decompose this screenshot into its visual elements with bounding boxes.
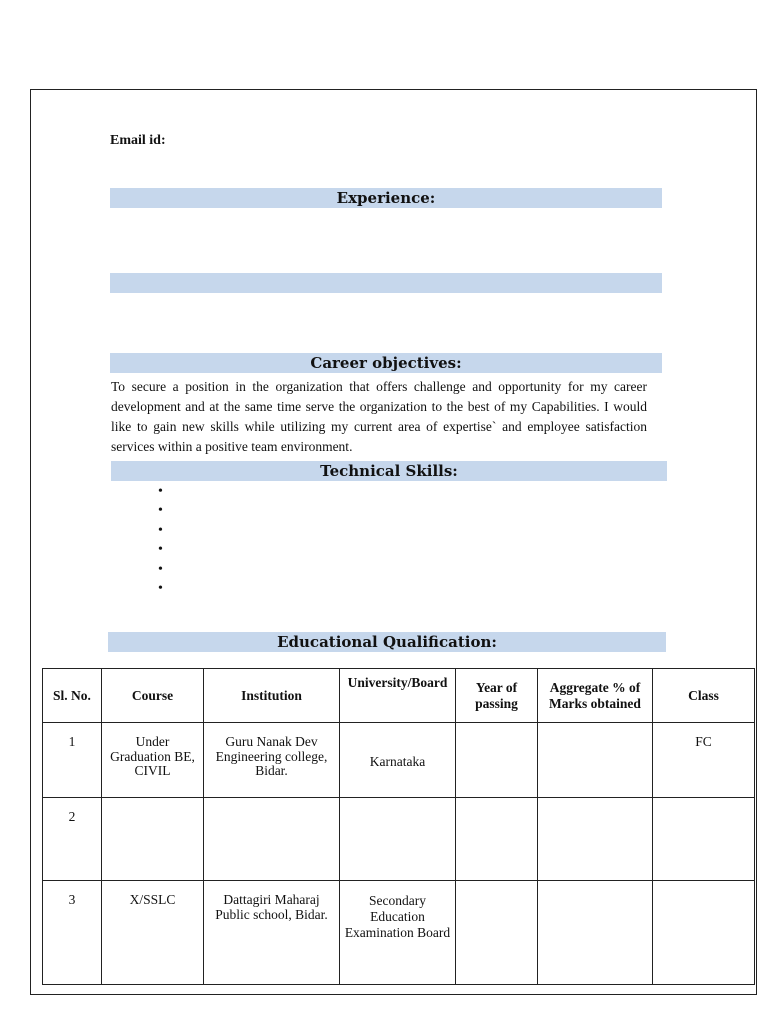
cell-institution: Dattagiri Maharaj Public school, Bidar. — [204, 881, 340, 985]
cell-course — [102, 798, 204, 881]
cell-aggregate — [538, 798, 653, 881]
cell-class: FC — [653, 723, 755, 798]
cell-sl-no: 2 — [43, 798, 102, 881]
email-label: Email id: — [110, 133, 166, 148]
cell-board — [340, 723, 456, 798]
education-table — [42, 668, 755, 985]
cell-sl-no: 1 — [43, 723, 102, 798]
table-row — [43, 798, 755, 881]
cell-year — [456, 881, 538, 985]
header-institution: Institution — [204, 669, 340, 723]
skill-item — [158, 482, 163, 501]
cell-year — [456, 723, 538, 798]
cell-year — [456, 798, 538, 881]
blank-section-bar — [110, 273, 662, 293]
skill-item — [158, 579, 163, 598]
skill-item — [158, 521, 163, 540]
cell-course: X/SSLC — [102, 881, 204, 985]
header-university-board: University/Board — [340, 669, 456, 723]
career-objective-text: To secure a position in the organization that offers challenge and opportunity for my career development and at the same time serve the organization to the best of my Capabilities. I would like to gain new skills while utilizing my current area of expertise` and employee satisfaction services within a positive team environment. — [111, 379, 647, 454]
cell-class — [653, 881, 755, 985]
cell-board: Secondary Education Examination Board — [340, 881, 456, 985]
table-row — [43, 881, 755, 985]
skill-item — [158, 560, 163, 579]
table-header-row — [43, 669, 755, 723]
cell-board — [340, 798, 456, 881]
cell-institution: Guru Nanak Dev Engineering college, Bidar. — [204, 723, 340, 798]
technical-skills-heading: Technical Skills: — [111, 461, 667, 481]
header-year-of-passing: Year of passing — [456, 669, 538, 723]
cell-board-text: Karnataka — [369, 754, 426, 769]
cell-sl-no: 3 — [43, 881, 102, 985]
header-sl-no: Sl. No. — [43, 669, 102, 723]
skill-item — [158, 540, 163, 559]
table-row — [43, 723, 755, 798]
skill-item — [158, 501, 163, 520]
cell-class — [653, 798, 755, 881]
educational-qualification-heading: Educational Qualification: — [108, 632, 666, 652]
cell-course: Under Graduation BE, CIVIL — [102, 723, 204, 798]
header-aggregate: Aggregate % of Marks obtained — [538, 669, 653, 723]
career-objectives-heading: Career objectives: — [110, 353, 662, 373]
header-course: Course — [102, 669, 204, 723]
cell-institution — [204, 798, 340, 881]
experience-heading: Experience: — [110, 188, 662, 208]
cell-aggregate — [538, 881, 653, 985]
header-class: Class — [653, 669, 755, 723]
technical-skills-list — [158, 482, 163, 598]
cell-aggregate — [538, 723, 653, 798]
